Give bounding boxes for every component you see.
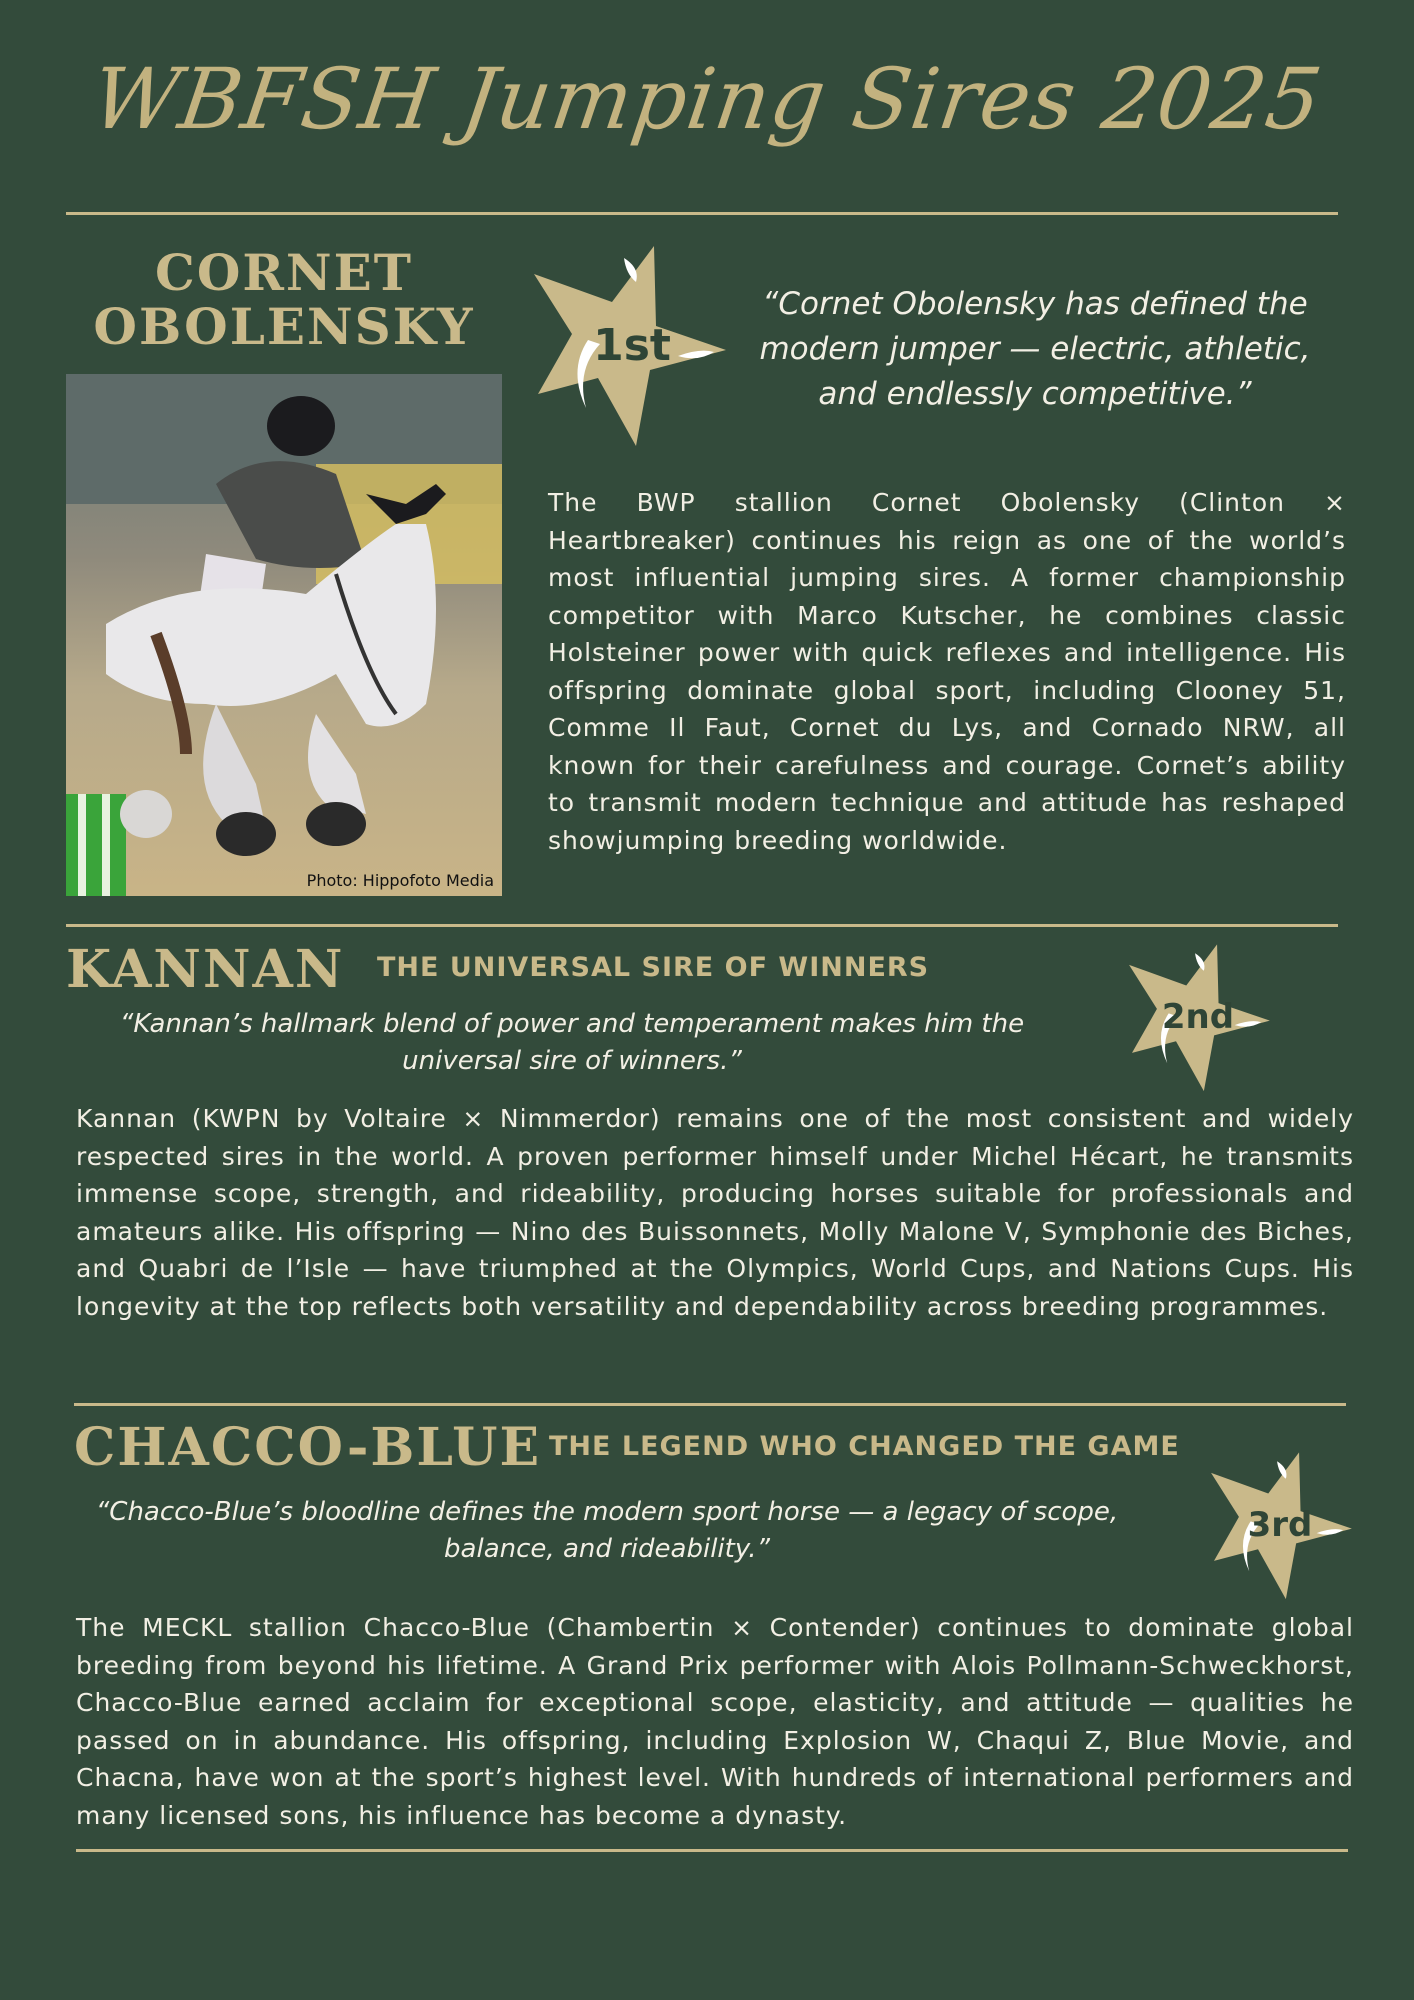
title-divider	[66, 212, 1338, 215]
rank-label: 2nd	[1161, 997, 1235, 1037]
section-divider	[66, 924, 1338, 927]
page-title: WBFSH Jumping Sires 2025	[85, 50, 1329, 148]
horse-jumping-illustration	[66, 374, 502, 896]
rank-star-3rd	[1204, 1448, 1356, 1602]
section-divider	[74, 1403, 1346, 1406]
sire-description: The BWP stallion Cornet Obolensky (Clinton × Heartbreaker) continues his reign as one of the world’s most influential jumping sires. A former championship competitor with Marco Kutscher, he combines classic Holsteiner power with quick reflexes and intelligence. His offspring dominate global sport, including Clooney 51, Comme Il Faut, Cornet du Lys, and Cornado NRW, all known for their carefulness and courage. Cornet’s ability to transmit modern technique and attitude has reshaped showjumping breeding worldwide.	[548, 488, 1346, 855]
sire-name	[66, 243, 502, 356]
sire-quote: “Kannan’s hallmark blend of power and temperament makes him the universal sire of winners.”	[119, 1009, 1025, 1076]
sire-name-line-1: CORNET	[155, 243, 413, 302]
sire-tagline: THE UNIVERSAL SIRE OF WINNERS	[377, 952, 930, 983]
sire-quote: “Chacco-Blue’s bloodline defines the modern sport horse — a legacy of scope, balance, and rideability.”	[95, 1497, 1119, 1564]
rank-label: 1st	[593, 319, 671, 371]
rank-star-1st	[528, 240, 728, 450]
horse-photo	[66, 374, 502, 896]
rank-label: 3rd	[1247, 1505, 1313, 1545]
sire-name-line-2: OBOLENSKY	[93, 297, 475, 356]
sire-tagline: THE LEGEND WHO CHANGED THE GAME	[549, 1431, 1180, 1462]
sire-description: The MECKL stallion Chacco-Blue (Chambertin × Contender) continues to dominate global breeding from beyond his lifetime. A Grand Prix performer with Alois Pollmann-Schweckhorst, Chacco-Blue earned acclaim for exceptional scope, elasticity, and attitude — qualities he passed on in abundance. His offspring, including Explosion W, Chaqui Z, Blue Movie, and Chacna, have won at the sport’s highest level. With hundreds of international performers and many licensed sons, his influence has become a dynasty.	[76, 1613, 1354, 1830]
photo-credit: Photo: Hippofoto Media	[306, 871, 494, 890]
sire-name: KANNAN	[66, 939, 345, 1000]
sire-name: CHACCO-BLUE	[74, 1417, 542, 1478]
sire-quote: “Cornet Obolensky has defined the modern jumper — electric, athletic, and endlessly competitive.”	[759, 286, 1311, 412]
sire-description: Kannan (KWPN by Voltaire × Nimmerdor) remains one of the most consistent and widely respected sires in the world. A proven performer himself under Michel Hécart, he transmits immense scope, strength, and rideability, producing horses suitable for professionals and amateurs alike. His offspring — Nino des Buissonnets, Molly Malone V, Symphonie des Biches, and Quabri de l’Isle — have triumphed at the Olympics, World Cups, and Nations Cups. His longevity at the top reflects both versatility and dependability across breeding programmes.	[76, 1104, 1354, 1321]
bottom-divider	[76, 1849, 1348, 1852]
rank-star-2nd	[1122, 940, 1274, 1094]
